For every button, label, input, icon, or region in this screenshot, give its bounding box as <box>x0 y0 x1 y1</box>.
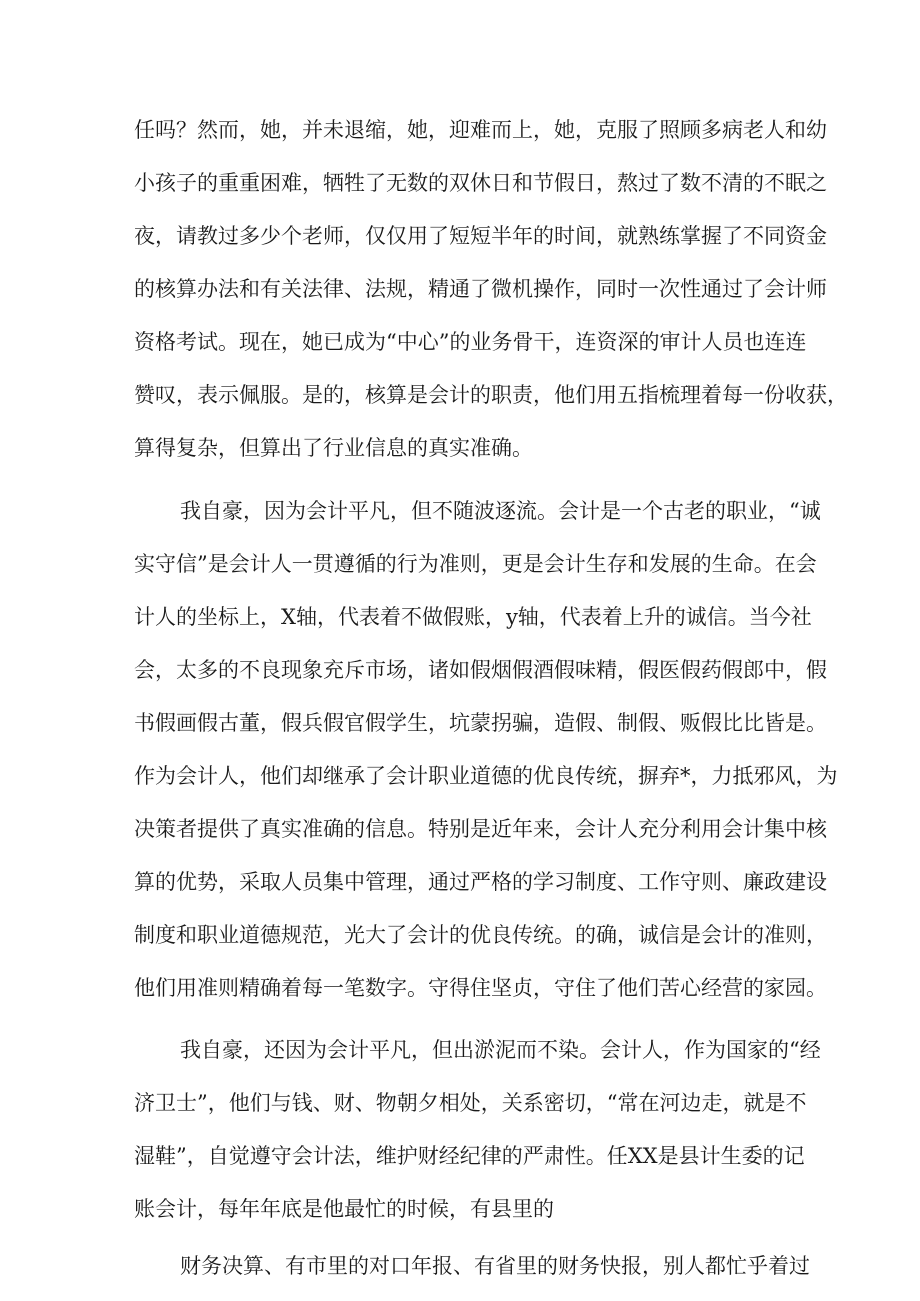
text-line: 济卫士”，他们与钱、财、物朝夕相处，关系密切，“常在河边走，就是不 <box>134 1091 807 1115</box>
text-line: 作为会计人，他们却继承了会计职业道德的优良传统，摒弃*，力抵邪风，为 <box>134 764 838 788</box>
text-line: 夜，请教过多少个老师，仅仅用了短短半年的时间，就熟练掌握了不同资金 <box>134 224 827 248</box>
text-line: 资格考试。现在，她已成为“中心”的业务骨干，连资深的审计人员也连连 <box>134 330 807 354</box>
text-line: 会，太多的不良现象充斥市场，诸如假烟假酒假味精，假医假药假郎中，假 <box>134 658 827 682</box>
paragraph-4 <box>134 1240 810 1293</box>
text-line: 我自豪，因为会计平凡，但不随波逐流。会计是一个古老的职业，“诚 <box>180 499 821 523</box>
paragraph-1 <box>134 104 848 475</box>
text-line: 小孩子的重重困难，牺牲了无数的双休日和节假日，熬过了数不清的不眠之 <box>134 171 827 195</box>
text-line: 的核算办法和有关法律、法规，精通了微机操作，同时一次性通过了会计师 <box>134 277 827 301</box>
text-line: 他们用准则精确着每一笔数字。守得住坚贞，守住了他们苦心经营的家园。 <box>134 976 827 1000</box>
text-line: 算得复杂，但算出了行业信息的真实准确。 <box>134 436 533 460</box>
text-line: 赞叹，表示佩服。是的，核算是会计的职责，他们用五指梳理着每一份收获， <box>134 383 848 407</box>
text-line: 财务决算、有市里的对口年报、有省里的财务快报，别人都忙乎着过 <box>180 1254 810 1278</box>
text-line: 账会计，每年年底是他最忙的时候，有县里的 <box>134 1197 554 1221</box>
paragraph-2 <box>134 485 838 1015</box>
paragraph-3 <box>134 1024 821 1236</box>
text-line: 算的优势，采取人员集中管理，通过严格的学习制度、工作守则、廉政建设 <box>134 870 827 894</box>
text-line: 制度和职业道德规范，光大了会计的优良传统。的确，诚信是会计的准则， <box>134 923 827 947</box>
text-line: 计人的坐标上，X轴，代表着不做假账，y轴，代表着上升的诚信。当今社 <box>134 605 812 629</box>
text-line: 湿鞋”，自觉遵守会计法，维护财经纪律的严肃性。任XX是县计生委的记 <box>134 1144 805 1168</box>
text-line: 书假画假古董，假兵假官假学生，坑蒙拐骗，造假、制假、贩假比比皆是。 <box>134 711 827 735</box>
text-line: 我自豪，还因为会计平凡，但出淤泥而不染。会计人，作为国家的“经 <box>180 1038 821 1062</box>
text-line: 决策者提供了真实准确的信息。特别是近年来，会计人充分利用会计集中核 <box>134 817 827 841</box>
text-line: 实守信”是会计人一贯遵循的行为准则，更是会计生存和发展的生命。在会 <box>134 552 817 576</box>
text-line: 任吗？然而，她，并未退缩，她，迎难而上，她，克服了照顾多病老人和幼 <box>134 118 827 142</box>
